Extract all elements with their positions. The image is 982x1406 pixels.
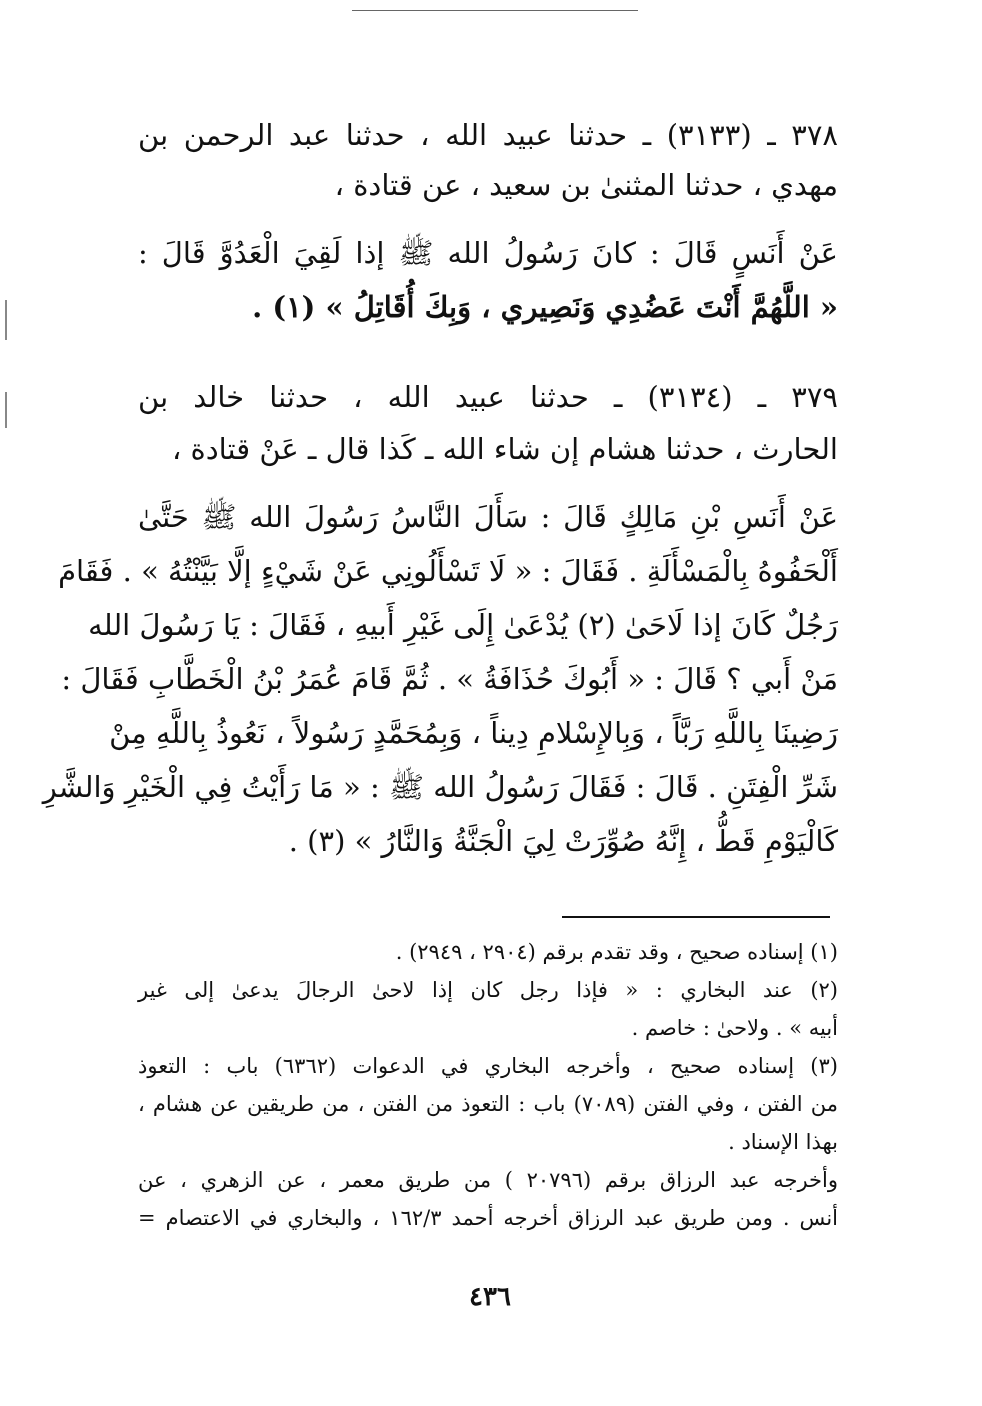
page-number: ٤٣٦: [469, 1282, 511, 1312]
footnote-line: أبيه » . ولاحىٰ : خاصم .: [631, 1016, 838, 1040]
hadith-378-matn: [138, 236, 838, 336]
scan-mark: [5, 392, 7, 428]
matn-line: رَضِينَا بِاللَّهِ رَبَّاً ، وَبِالإِسْلامِ دِيناً ، وَبِمُحَمَّدٍ رَسُولاً ، نَعُوذُ بِاللَّهِ مِنْ: [109, 716, 838, 750]
hadith-379-matn: [42, 500, 838, 880]
matn-line: كَالْيَوْمِ قَطُّ ، إِنَّهُ صُوِّرَتْ لِيَ الْجَنَّةُ وَالنَّارُ » (٣) .: [288, 824, 838, 858]
footnote-separator: [562, 916, 830, 918]
footnote-line: (٢) عند البخاري : « فإذا رجل كان إذا لاحىٰ الرجالَ يدعىٰ إلى غير: [138, 978, 838, 1002]
hadith-378-isnad: [138, 118, 838, 218]
matn-line: مَنْ أَبي ؟ قَالَ : « أَبُوكَ حُذَافَةُ » . ثُمَّ قَامَ عُمَرُ بْنُ الْخَطَّابِ فَقَالَ :: [61, 662, 838, 696]
footnote-line: أنس . ومن طريق عبد الرزاق أخرجه أحمد ١٦٢/٣ ، والبخاري في الاعتصام =: [138, 1206, 839, 1230]
matn-line: شَرِّ الْفِتَنِ . قَالَ : فَقَالَ رَسُولُ الله ﷺ : « مَا رَأَيْتُ فِي الْخَيْرِ وَالشَّرِ: [42, 770, 838, 804]
matn-line: رَجُلٌ كَانَ إذا لَاحَىٰ (٢) يُدْعَىٰ إِلَى غَيْرِ أَبيهِ ، فَقَالَ : يَا رَسُولَ الله: [88, 608, 838, 642]
isnad-line: ٣٧٨ ـ (٣١٣٣) ـ حدثنا عبيد الله ، حدثنا عبد الرحمن بن: [138, 118, 838, 152]
footnote-line: (٣) إسناده صحيح ، وأخرجه البخاري في الدعوات (٦٣٦٢) باب : التعوذ: [138, 1054, 838, 1078]
isnad-line: الحارث ، حدثنا هشام إن شاء الله ـ كَذا قال ـ عَنْ قتادة ،: [171, 432, 838, 466]
matn-line: عَنْ أَنَسٍ قَالَ : كانَ رَسُولُ الله ﷺ إذا لَقِيَ الْعَدُوَّ قَالَ :: [138, 236, 838, 270]
isnad-line: ٣٧٩ ـ (٣١٣٤) ـ حدثنا عبيد الله ، حدثنا خالد بن: [138, 380, 838, 414]
hadith-379-isnad: [138, 380, 838, 480]
top-rule: [352, 10, 638, 11]
footnote-line: وأخرجه عبد الرزاق برقم (٢٠٧٩٦ ) من طريق معمر ، عن الزهري ، عن: [138, 1168, 838, 1192]
scan-mark: [5, 300, 7, 340]
footnotes: [138, 940, 838, 1240]
matn-line: أَلْحَفُوهُ بِالْمَسْأَلَةِ . فَقَالَ : « لَا تَسْأَلُونِي عَنْ شَيْءٍ إلَّا بَيَّنْتُهُ » . فَقَامَ: [58, 554, 838, 588]
footnote-line: بهذا الإسناد .: [728, 1130, 838, 1154]
isnad-line: مهدي ، حدثنا المثنىٰ بن سعيد ، عن قتادة ،: [334, 168, 838, 202]
matn-line: « اللَّهُمَّ أَنْتَ عَضُدِي وَنَصِيري ، وَبِكَ أُقَاتِلُ » (١) .: [252, 290, 838, 324]
footnote-line: (١) إسناده صحيح ، وقد تقدم برقم (٢٩٠٤ ، ٢٩٤٩) .: [395, 940, 838, 964]
matn-line: عَنْ أَنَسِ بْنِ مَالِكٍ قَالَ : سَأَلَ النَّاسُ رَسُولَ الله ﷺ حَتَّىٰ: [138, 500, 838, 534]
footnote-line: من الفتن ، وفي الفتن (٧٠٨٩) باب : التعوذ من الفتن ، من طريقين عن هشام ،: [138, 1092, 838, 1116]
